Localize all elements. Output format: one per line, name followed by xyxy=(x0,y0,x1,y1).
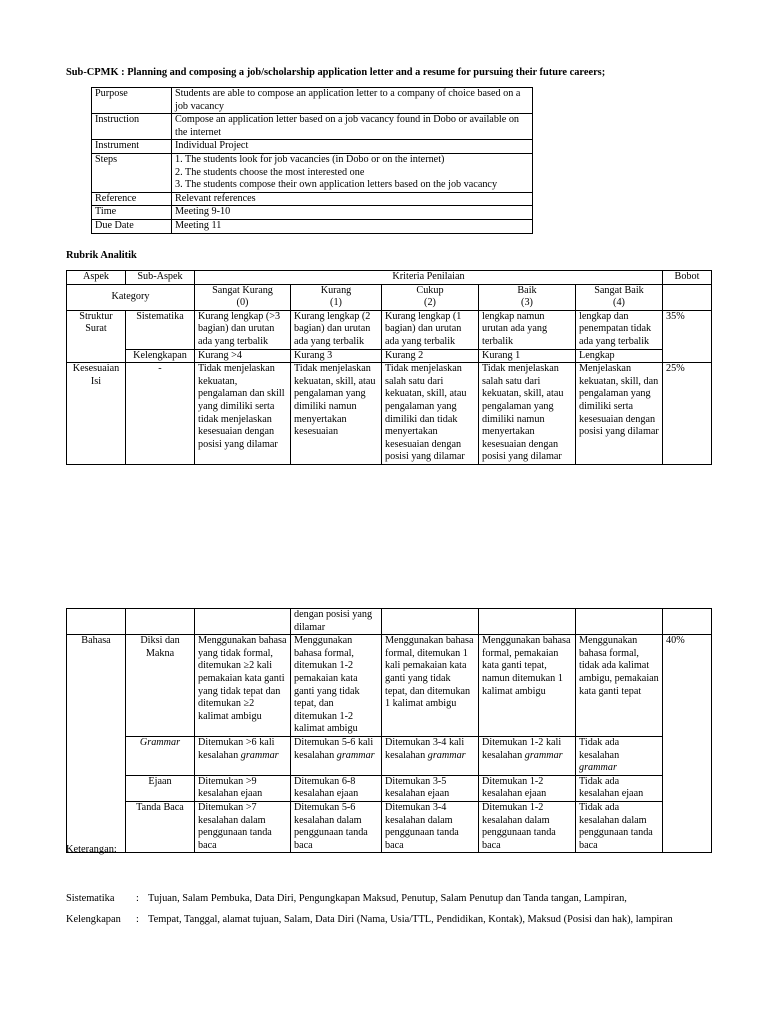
level-score: (4) xyxy=(613,297,625,309)
criteria-cell: Kurang 1 xyxy=(479,349,576,363)
criteria-term: grammar xyxy=(579,762,617,774)
criteria-text: Ditemukan >6 kali kesalahan xyxy=(198,736,275,761)
criteria-cell-continued: dengan posisi yang dilamar xyxy=(291,609,382,635)
task-value: Compose an application letter based on a job vacancy found in Dobo or available on the internet xyxy=(172,114,533,140)
keterangan-sistematika xyxy=(66,893,627,904)
criteria-term: grammar xyxy=(524,749,563,761)
criteria-term: grammar xyxy=(427,749,466,761)
criteria-cell: Menggunakan bahasa formal, tidak ada kalimat ambigu, pemakaian kata ganti tepat xyxy=(576,635,663,737)
keterangan-kelengkapan xyxy=(66,914,673,925)
criteria-cell: Kurang lengkap (1 bagian) dan urutan ada yang terbalik xyxy=(382,310,479,349)
level-score: (0) xyxy=(236,297,249,309)
criteria-text: Ditemukan 1-2 kali kesalahan xyxy=(482,736,562,761)
task-row-instrument xyxy=(92,140,533,154)
criteria-cell: Tidak menjelaskan salah satu dari kekuatan, skill, atau pengalaman yang dimiliki namun menyertakan kesesuaian dengan posisi yang dilamar xyxy=(479,363,576,465)
criteria-text: Tidak ada kesalahan xyxy=(579,736,620,761)
step-item: 2. The students choose the most interested one xyxy=(175,166,365,178)
level-name: Cukup xyxy=(416,284,444,296)
task-row-reference xyxy=(92,192,533,206)
level-score: (1) xyxy=(330,297,342,309)
rubric-row-continued xyxy=(67,609,712,635)
rubric-row-kelengkapan xyxy=(67,349,712,363)
criteria-cell: Tidak menjelaskan kekuatan, skill, atau pengalaman yang dimiliki namun menyertakan kesesuaian xyxy=(291,363,382,465)
aspek-bahasa: Bahasa xyxy=(67,635,126,853)
note-separator: : xyxy=(136,893,139,904)
aspek-kesesuaian-isi: Kesesuaian Isi xyxy=(67,363,126,465)
criteria-term: grammar xyxy=(336,749,375,761)
task-row-steps xyxy=(92,153,533,192)
task-label: Time xyxy=(92,206,172,220)
criteria-cell: Tidak ada kesalahan dalam penggunaan tanda baca xyxy=(576,801,663,852)
level-score: (3) xyxy=(521,297,533,309)
note-separator: : xyxy=(136,914,139,925)
note-label: Sistematika xyxy=(66,893,115,904)
criteria-cell: Kurang 2 xyxy=(382,349,479,363)
rubric-row-diksi xyxy=(67,635,712,737)
note-text: Tempat, Tanggal, alamat tujuan, Salam, Data Diri (Nama, Usia/TTL, Pendidikan, Kontak), Maksud (Posisi dan hak), lampiran xyxy=(148,914,673,925)
criteria-term: grammar xyxy=(240,749,279,761)
task-label: Purpose xyxy=(92,88,172,114)
task-label: Steps xyxy=(92,153,172,192)
level-baik xyxy=(479,284,576,310)
criteria-cell: Menjelaskan kekuatan, skill, dan pengalaman yang dimiliki serta kesesuaian dengan posisi yang dilamar xyxy=(576,363,663,465)
task-table xyxy=(91,87,533,234)
task-label: Due Date xyxy=(92,219,172,233)
level-name: Sangat Kurang xyxy=(212,284,273,296)
criteria-cell: Kurang lengkap (2 bagian) dan urutan ada yang terbalik xyxy=(291,310,382,349)
sub-aspek-sistematika: Sistematika xyxy=(126,310,195,349)
sub-aspek-diksi: Diksi dan Makna xyxy=(126,635,195,737)
task-value: Meeting 9-10 xyxy=(172,206,533,220)
rubric-level-row xyxy=(67,284,712,310)
empty-cell xyxy=(382,609,479,635)
criteria-cell: Kurang lengkap (>3 bagian) dan urutan ada yang terbalik xyxy=(195,310,291,349)
bobot-empty xyxy=(663,284,712,310)
empty-cell xyxy=(663,609,712,635)
rubric-table-part-2 xyxy=(66,608,712,853)
criteria-cell: Menggunakan bahasa formal, ditemukan 1 kali pemakaian kata ganti yang tidak tepat, dan ditemukan 1 kalimat ambigu xyxy=(382,635,479,737)
criteria-cell: Ditemukan 3-5 kesalahan ejaan xyxy=(382,775,479,801)
criteria-cell xyxy=(479,736,576,775)
criteria-cell: lengkap namun urutan ada yang terbalik xyxy=(479,310,576,349)
criteria-cell xyxy=(291,736,382,775)
sub-aspek-kelengkapan: Kelengkapan xyxy=(126,349,195,363)
task-value: Meeting 11 xyxy=(172,219,533,233)
level-name: Sangat Baik xyxy=(594,284,644,296)
empty-cell xyxy=(67,609,126,635)
step-item: 1. The students look for job vacancies (in Dobo or on the internet) xyxy=(175,153,445,165)
criteria-cell: Tidak menjelaskan salah satu dari kekuatan, skill, atau pengalaman yang dimiliki dan tidak menyertakan kesesuaian dengan posisi yang dilamar xyxy=(382,363,479,465)
note-text: Tujuan, Salam Pembuka, Data Diri, Pengungkapan Maksud, Penutup, Salam Penutup dan Tanda tangan, Lampiran, xyxy=(148,893,627,904)
criteria-cell: Ditemukan 3-4 kesalahan dalam penggunaan tanda baca xyxy=(382,801,479,852)
bobot-kesesuaian: 25% xyxy=(663,363,712,465)
step-item: 3. The students compose their own application letters based on the job vacancy xyxy=(175,179,498,191)
task-row-instruction xyxy=(92,114,533,140)
criteria-cell: Ditemukan 1-2 kesalahan dalam penggunaan tanda baca xyxy=(479,801,576,852)
rubric-row-tanda-baca xyxy=(67,801,712,852)
criteria-cell: Menggunakan bahasa formal, ditemukan 1-2 pemakaian kata ganti yang tidak tepat, dan ditemukan 1-2 kalimat ambigu xyxy=(291,635,382,737)
criteria-cell xyxy=(195,736,291,775)
keterangan-title: Keterangan: xyxy=(66,844,117,855)
level-sangat-kurang xyxy=(195,284,291,310)
criteria-cell: Kurang 3 xyxy=(291,349,382,363)
task-label: Instruction xyxy=(92,114,172,140)
header-kriteria: Kriteria Penilaian xyxy=(195,271,663,285)
criteria-cell: Tidak ada kesalahan ejaan xyxy=(576,775,663,801)
empty-cell xyxy=(126,609,195,635)
rubric-table-part-1 xyxy=(66,270,712,465)
criteria-cell: Menggunakan bahasa formal, pemakaian kata ganti tepat, namun ditemukan 1 kalimat ambigu xyxy=(479,635,576,737)
note-label: Kelengkapan xyxy=(66,914,121,925)
criteria-cell: Ditemukan 6-8 kesalahan ejaan xyxy=(291,775,382,801)
task-row-purpose xyxy=(92,88,533,114)
header-aspek: Aspek xyxy=(67,271,126,285)
bobot-bahasa: 40% xyxy=(663,635,712,853)
sub-aspek-dash: - xyxy=(126,363,195,465)
sub-aspek-ejaan: Ejaan xyxy=(126,775,195,801)
task-row-due-date xyxy=(92,219,533,233)
task-value: Individual Project xyxy=(172,140,533,154)
level-name: Kurang xyxy=(320,284,352,296)
sub-aspek-tanda-baca: Tanda Baca xyxy=(126,801,195,852)
rubric-row-sistematika xyxy=(67,310,712,349)
task-label: Reference xyxy=(92,192,172,206)
rubric-title: Rubrik Analitik xyxy=(66,250,137,261)
header-bobot: Bobot xyxy=(663,271,712,285)
task-label: Instrument xyxy=(92,140,172,154)
header-sub-aspek: Sub-Aspek xyxy=(126,271,195,285)
criteria-cell: Ditemukan >9 kesalahan ejaan xyxy=(195,775,291,801)
task-value: Students are able to compose an application letter to a company of choice based on a job vacancy xyxy=(172,88,533,114)
criteria-text: Ditemukan 5-6 kali kesalahan xyxy=(294,736,374,761)
sub-cpmk-heading: Sub-CPMK : Planning and composing a job/scholarship application letter and a resume for pursuing their future careers; xyxy=(66,67,606,78)
criteria-cell: Ditemukan 1-2 kesalahan ejaan xyxy=(479,775,576,801)
task-row-time xyxy=(92,206,533,220)
criteria-cell: Tidak menjelaskan kekuatan, pengalaman dan skill yang dimiliki serta tidak menjelaskan kesesuaian dengan posisi yang dilamar xyxy=(195,363,291,465)
level-cukup xyxy=(382,284,479,310)
rubric-row-kesesuaian xyxy=(67,363,712,465)
rubric-row-grammar xyxy=(67,736,712,775)
level-sangat-baik xyxy=(576,284,663,310)
criteria-cell: Ditemukan >7 kesalahan dalam penggunaan tanda baca xyxy=(195,801,291,852)
bobot-struktur: 35% xyxy=(663,310,712,362)
criteria-cell: Kurang >4 xyxy=(195,349,291,363)
empty-cell xyxy=(576,609,663,635)
level-kurang xyxy=(291,284,382,310)
aspek-struktur-surat: Struktur Surat xyxy=(67,310,126,362)
criteria-text: Ditemukan 3-4 kali kesalahan xyxy=(385,736,465,761)
criteria-cell: Lengkap xyxy=(576,349,663,363)
empty-cell xyxy=(479,609,576,635)
level-score: (2) xyxy=(424,297,436,309)
rubric-header-row xyxy=(67,271,712,285)
criteria-cell xyxy=(382,736,479,775)
criteria-cell: lengkap dan penempatan tidak ada yang terbalik xyxy=(576,310,663,349)
criteria-cell: Menggunakan bahasa yang tidak formal, ditemukan ≥2 kali pemakaian kata ganti yang tidak tepat dan ditemukan ≥2 kalimat ambigu xyxy=(195,635,291,737)
steps-list xyxy=(172,153,533,192)
criteria-cell: Ditemukan 5-6 kesalahan dalam penggunaan tanda baca xyxy=(291,801,382,852)
sub-aspek-grammar: Grammar xyxy=(126,736,195,775)
criteria-cell xyxy=(576,736,663,775)
header-kategory: Kategory xyxy=(67,284,195,310)
task-value: Relevant references xyxy=(172,192,533,206)
level-name: Baik xyxy=(517,284,537,296)
empty-cell xyxy=(195,609,291,635)
rubric-row-ejaan xyxy=(67,775,712,801)
